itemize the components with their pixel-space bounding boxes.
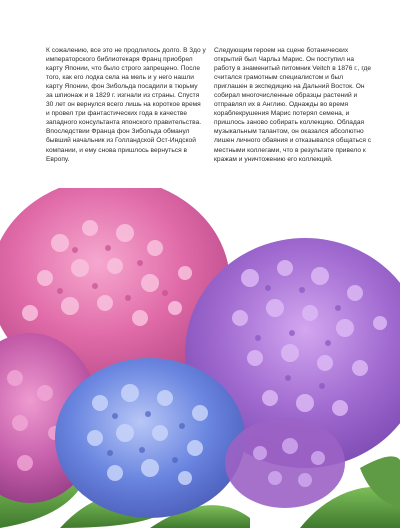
hydrangea-photo [0, 188, 400, 528]
text-column-left: К сожалению, все это не продлилось долго. В 3до у императорского библиотекаря Франц приобрел карту Японии, что было строго запрещено. После того, как его лодка села на мель и у него нашли карту Японии, фон Зибольда посадили в тюрьму за шпионаж и в 1829 г. изгнали из страны. Спустя 30 лет он вернулся всего лишь на короткое время и провел три фантастических года в качестве западного консультанта японского правительства. Впоследствии Франца фон Зибольда обманул бывший начальник из Голландской Ост-Индской компании, и ему снова пришлось вернуться в Европу. [46, 47, 206, 163]
violet-hydrangea [225, 418, 345, 508]
blue-hydrangea [55, 358, 245, 518]
text-column-right: Следующим героем на сцене ботанических открытий был Чарльз Марис. Он поступил на работу в знаменитый питомник Veitch в 1876 г., где считался грамотным специалистом и был приглашен в экспедицию на Дальний Восток. Он собирал многочисленные образцы растений и отправлял их в Англию. Однажды во время кораблекрушения Марис потерял семена, и пришлось заново собирать коллекцию. Обладая музыкальным талантом, он оказался абсолютно лишен личного обаяния и отказывался общаться с местными коллегами, что в результате привело к кражам и уничтожению его коллекций. [214, 47, 372, 163]
hydrangea-illustration [0, 188, 400, 528]
